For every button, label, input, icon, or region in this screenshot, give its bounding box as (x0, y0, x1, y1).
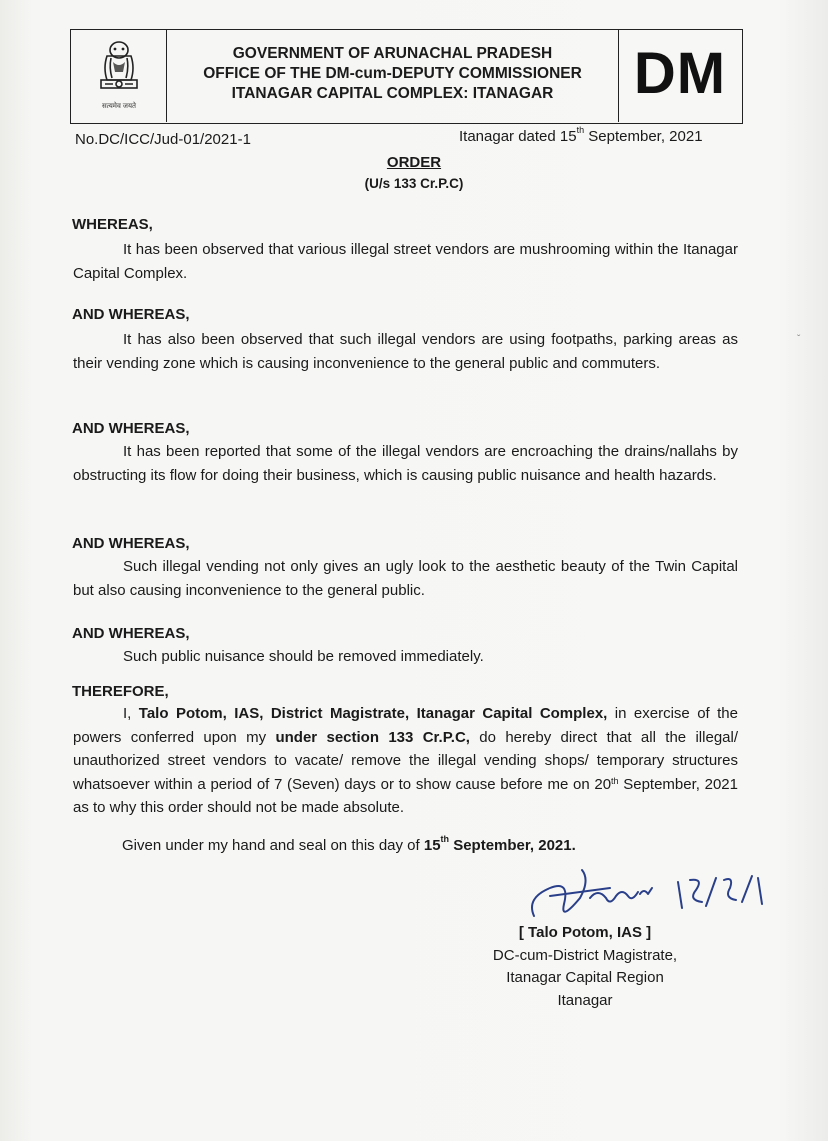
signatory-designation: DC-cum-District Magistrate, (492, 946, 678, 964)
issue-date: Itanagar dated 15th September, 2021 (459, 125, 703, 145)
therefore-heading: THEREFORE, (72, 683, 169, 700)
signatory-name: [ Talo Potom, IAS ] (518, 924, 652, 941)
emblem-cell (71, 30, 167, 122)
emblem-caption: सत्यमेव जयते (101, 103, 137, 110)
whereas-paragraph-5: Such public nuisance should be removed immediately. (123, 648, 484, 665)
whereas-paragraph-1: It has been observed that various illegal street vendors are mushrooming within the Itanagar Capital Complex. (73, 241, 738, 282)
dm-badge: DM (633, 41, 727, 106)
reference-number: No.DC/ICC/Jud-01/2021-1 (75, 131, 251, 148)
given-under-hand: Given under my hand and seal on this day of 15th September, 2021. (122, 834, 576, 854)
whereas-heading-1: WHEREAS, (72, 216, 153, 233)
national-emblem-icon (93, 38, 145, 102)
therefore-paragraph: I, Talo Potom, IAS, District Magistrate, Itanagar Capital Complex, in exercise of the powers conferred upon my under section 133 Cr.P.C, do hereby direct that all the illegal/ unauthorized street vendors to vacate/ remove the illegal vending shops/ temporary structures whatsoever within a period of 7 (Seven) days or to show cause before me on 20th September, 2021 as to why this order should not be made absolute. (73, 705, 738, 816)
whereas-heading-3: AND WHEREAS, (72, 420, 190, 437)
letterhead-title (167, 44, 618, 104)
margin-mark: ˇ (797, 334, 801, 345)
letterhead-box (70, 29, 743, 124)
whereas-paragraph-3: It has been reported that some of the illegal vendors are encroaching the drains/nallahs by obstructing its flow for doing their business, which is causing public nuisance and health hazards. (73, 443, 738, 484)
signatory-region: Itanagar Capital Region (506, 969, 664, 986)
order-title: ORDER (386, 154, 442, 171)
signatory-place: Itanagar (557, 991, 613, 1009)
office-line: OFFICE OF THE DM-cum-DEPUTY COMMISSIONER (203, 65, 582, 82)
whereas-paragraph-2: It has also been observed that such illegal vendors are using footpaths, parking areas as their vending zone which is causing inconvenience to the general public and commuters. (73, 331, 738, 372)
whereas-heading-5: AND WHEREAS, (72, 625, 190, 642)
order-section: (U/s 133 Cr.P.C) (364, 176, 464, 191)
dm-badge-cell (618, 30, 742, 122)
signatory-block (460, 922, 710, 1012)
location-line: ITANAGAR CAPITAL COMPLEX: ITANAGAR (231, 85, 554, 102)
whereas-heading-2: AND WHEREAS, (72, 306, 190, 323)
whereas-heading-4: AND WHEREAS, (72, 535, 190, 552)
whereas-paragraph-4: Such illegal vending not only gives an ugly look to the aesthetic beauty of the Twin Capital but also causing inconvenience to the general public. (73, 558, 738, 599)
government-line: GOVERNMENT OF ARUNACHAL PRADESH (232, 45, 553, 62)
